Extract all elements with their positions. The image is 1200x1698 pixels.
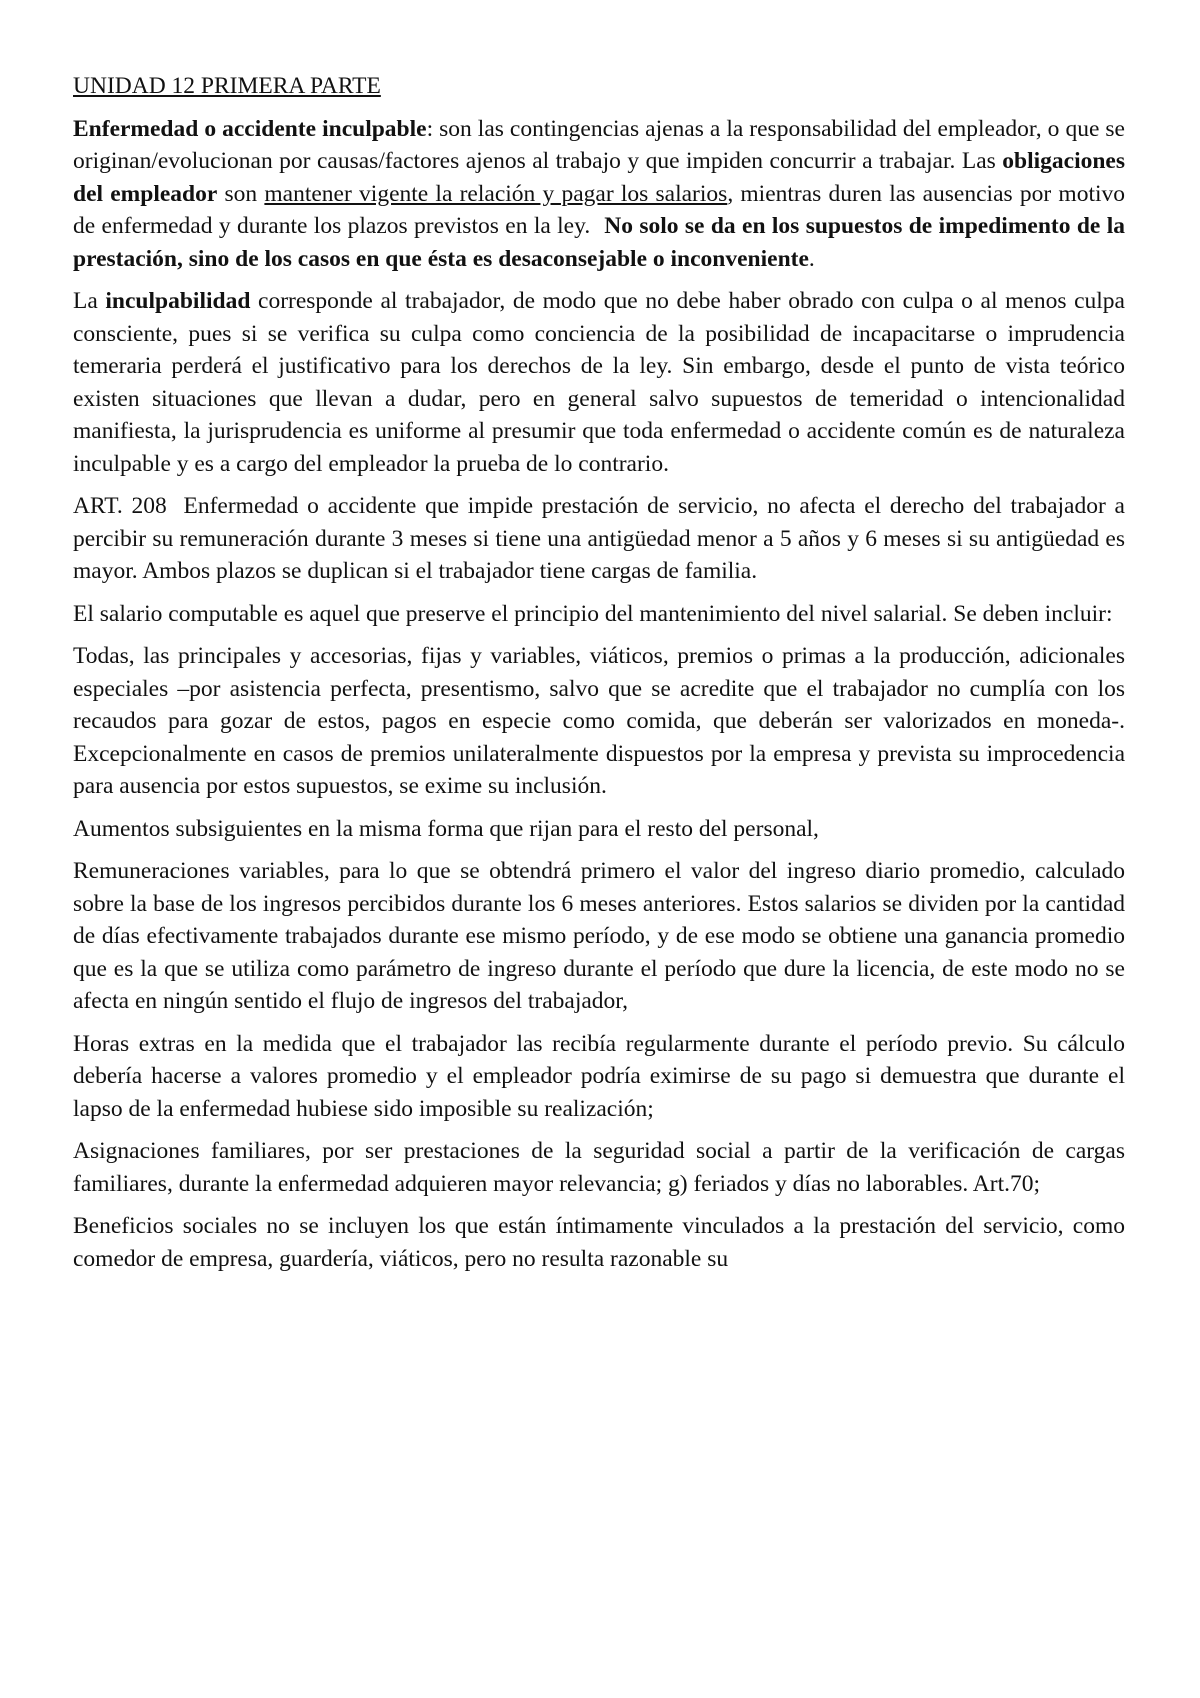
- paragraph-salario-computable: El salario computable es aquel que preserve el principio del mantenimiento del nivel salarial. Se deben incluir:: [73, 600, 1113, 627]
- paragraph-asignaciones-familiares: Asignaciones familiares, por ser prestaciones de la seguridad social a partir de la verificación de cargas familiares, durante la enfermedad adquieren mayor relevancia; g) feriados y días no laborables. Art.70;: [73, 1138, 1125, 1197]
- bold-impedimento: No solo se da en los supuestos de impedimento de la prestación, sino de los casos en que ésta es desaconsejable o inconveniente: [73, 213, 1126, 272]
- term-enfermedad-inculpable: Enfermedad o accidente inculpable: [73, 115, 427, 142]
- article-number: ART. 208: [73, 493, 167, 519]
- paragraph-todas: Todas, las principales y accesorias, fijas y variables, viáticos, premios o primas a la producción, adicionales especiales –por asistencia perfecta, presentismo, salvo que se acredite que el trabajador no cumplía con los recaudos para gozar de estos, pagos en especie como comida, que deberán ser valorizados en moneda-. Excepcionalmente en casos de premios unilateralmente dispuestos por la empresa y prevista su improcedencia para ausencia por estos supuestos, se exime su inclusión.: [73, 643, 1125, 799]
- term-inculpabilidad: inculpabilidad: [105, 288, 251, 314]
- document-page: [73, 70, 1125, 1285]
- paragraph-remuneraciones-variables: Remuneraciones variables, para lo que se obtendrá primero el valor del ingreso diario promedio, calculado sobre la base de los ingresos percibidos durante los 6 meses anteriores. Estos salarios se dividen por la cantidad de días efectivamente trabajados durante ese mismo período, y de ese modo se obtiene una ganancia promedio que es la que se utiliza como parámetro de ingreso durante el período que dure la licencia, de este modo no se afecta en ningún sentido el flujo de ingresos del trabajador,: [73, 858, 1125, 1014]
- term-obligaciones-empleador: obligaciones del empleador: [73, 148, 1125, 207]
- paragraph-enfermedad-inculpable: Enfermedad o accidente inculpable: son las contingencias ajenas a la responsabilidad del empleador, o que se originan/evolucionan por causas/factores ajenos al trabajo y que impiden concurrir a trabajar. Las obligaciones del empleador son mantener vigente la relación y pagar los salarios, mientras duren las ausencias por motivo de enfermedad y durante los plazos previstos en la ley. No solo se da en los supuestos de impedimento de la prestación, sino de los casos en que ésta es desaconsejable o inconveniente.: [73, 115, 1126, 272]
- paragraph-beneficios-sociales: Beneficios sociales no se incluyen los que están íntimamente vinculados a la prestación del servicio, como comedor de empresa, guardería, viáticos, pero no resulta razonable su: [73, 1213, 1125, 1272]
- document-heading: UNIDAD 12 PRIMERA PARTE: [73, 73, 381, 99]
- paragraph-inculpabilidad: La inculpabilidad corresponde al trabajador, de modo que no debe haber obrado con culpa o al menos culpa consciente, pues si se verifica su culpa como conciencia de la posibilidad de incapacitarse o imprudencia temeraria perderá el justificativo para los derechos de la ley. Sin embargo, desde el punto de vista teórico existen situaciones que llevan a dudar, pero en general salvo supuestos de temeridad o intencionalidad manifiesta, la jurisprudencia es uniforme al presumir que toda enfermedad o accidente común es de naturaleza inculpable y es a cargo del empleador la prueba de lo contrario.: [73, 288, 1125, 477]
- paragraph-art-208: ART. 208 Enfermedad o accidente que impide prestación de servicio, no afecta el derecho del trabajador a percibir su remuneración durante 3 meses si tiene una antigüedad menor a 5 años y 6 meses si su antigüedad es mayor. Ambos plazos se duplican si el trabajador tiene cargas de familia.: [73, 493, 1125, 584]
- paragraph-horas-extras: Horas extras en la medida que el trabajador las recibía regularmente durante el período previo. Su cálculo debería hacerse a valores promedio y el empleador podría eximirse de su pago si demuestra que durante el lapso de la enfermedad hubiese sido imposible su realización;: [73, 1030, 1125, 1122]
- underlined-obligaciones: mantener vigente la relación y pagar los salarios: [264, 180, 728, 207]
- paragraph-aumentos: Aumentos subsiguientes en la misma forma que rijan para el resto del personal,: [73, 815, 819, 842]
